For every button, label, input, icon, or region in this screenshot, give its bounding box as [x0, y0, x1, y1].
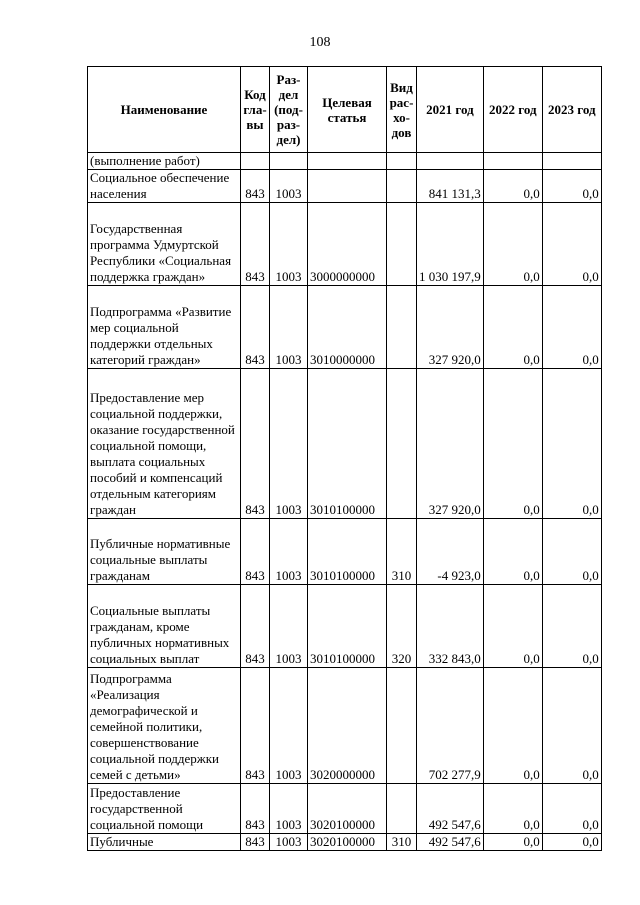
header-kod: Код гла- вы	[241, 67, 270, 153]
cell-2021: 492 547,6	[417, 784, 484, 834]
cell-2021: 327 920,0	[417, 286, 484, 369]
cell-vid	[387, 668, 417, 784]
cell-kod	[241, 153, 270, 170]
cell-vid	[387, 153, 417, 170]
cell-2021: 327 920,0	[417, 369, 484, 519]
cell-2022	[483, 153, 542, 170]
cell-kod: 843	[241, 286, 270, 369]
cell-razdel: 1003	[270, 784, 308, 834]
cell-kod: 843	[241, 784, 270, 834]
header-2022: 2022 год	[483, 67, 542, 153]
cell-2023: 0,0	[542, 784, 601, 834]
cell-name: Публичные нормативные социальные выплаты гражданам	[88, 519, 241, 585]
table-row	[88, 784, 602, 834]
cell-statya: 3020100000	[308, 784, 387, 834]
cell-razdel: 1003	[270, 170, 308, 203]
cell-vid: 310	[387, 834, 417, 851]
cell-statya: 3010000000	[308, 286, 387, 369]
cell-2023: 0,0	[542, 170, 601, 203]
budget-table	[87, 66, 602, 851]
cell-name: Социальные выплаты гражданам, кроме публичных нормативных социальных выплат	[88, 585, 241, 668]
header-razdel: Раз- дел (под- раз- дел)	[270, 67, 308, 153]
cell-2022: 0,0	[483, 369, 542, 519]
cell-kod: 843	[241, 834, 270, 851]
cell-vid	[387, 170, 417, 203]
cell-name: Подпрограмма «Реализация демографической и семейной политики, совершенствование социальной поддержки семей с детьми»	[88, 668, 241, 784]
cell-2023: 0,0	[542, 203, 601, 286]
cell-razdel: 1003	[270, 519, 308, 585]
cell-razdel: 1003	[270, 585, 308, 668]
cell-vid: 310	[387, 519, 417, 585]
cell-razdel: 1003	[270, 668, 308, 784]
cell-statya: 3010100000	[308, 585, 387, 668]
cell-2021: 332 843,0	[417, 585, 484, 668]
header-name: Наименование	[88, 67, 241, 153]
cell-kod: 843	[241, 668, 270, 784]
cell-name: Предоставление государственной социальной помощи	[88, 784, 241, 834]
cell-2023: 0,0	[542, 834, 601, 851]
cell-name: Публичные	[88, 834, 241, 851]
cell-2023	[542, 153, 601, 170]
cell-2022: 0,0	[483, 519, 542, 585]
table-row	[88, 369, 602, 519]
header-2023: 2023 год	[542, 67, 601, 153]
cell-name: Государственная программа Удмуртской Республики «Социальная поддержка граждан»	[88, 203, 241, 286]
cell-2023: 0,0	[542, 585, 601, 668]
cell-name: Предоставление мер социальной поддержки, оказание государственной социальной помощи, выплата социальных пособий и компенсаций отдельным категориям граждан	[88, 369, 241, 519]
cell-vid	[387, 286, 417, 369]
cell-kod: 843	[241, 519, 270, 585]
table-row	[88, 834, 602, 851]
header-statya: Целевая статья	[308, 67, 387, 153]
cell-2022: 0,0	[483, 834, 542, 851]
page-number: 108	[309, 35, 331, 50]
cell-statya	[308, 170, 387, 203]
table-row	[88, 203, 602, 286]
cell-2021: -4 923,0	[417, 519, 484, 585]
cell-name: Подпрограмма «Развитие мер социальной поддержки отдельных категорий граждан»	[88, 286, 241, 369]
header-2021: 2021 год	[417, 67, 484, 153]
cell-statya: 3000000000	[308, 203, 387, 286]
header-row	[88, 67, 602, 153]
cell-name: Социальное обеспечение населения	[88, 170, 241, 203]
cell-statya: 3010100000	[308, 369, 387, 519]
cell-2021: 702 277,9	[417, 668, 484, 784]
table-row	[88, 153, 602, 170]
cell-name: (выполнение работ)	[88, 153, 241, 170]
cell-kod: 843	[241, 170, 270, 203]
cell-2023: 0,0	[542, 519, 601, 585]
header-vid: Вид рас- хо- дов	[387, 67, 417, 153]
cell-2021	[417, 153, 484, 170]
cell-2022: 0,0	[483, 203, 542, 286]
cell-kod: 843	[241, 585, 270, 668]
cell-statya	[308, 153, 387, 170]
cell-razdel	[270, 153, 308, 170]
cell-razdel: 1003	[270, 834, 308, 851]
cell-2022: 0,0	[483, 170, 542, 203]
cell-2023: 0,0	[542, 286, 601, 369]
cell-kod: 843	[241, 203, 270, 286]
cell-2021: 492 547,6	[417, 834, 484, 851]
cell-2023: 0,0	[542, 668, 601, 784]
table-row	[88, 170, 602, 203]
cell-2021: 841 131,3	[417, 170, 484, 203]
table-row	[88, 286, 602, 369]
table-row	[88, 519, 602, 585]
cell-razdel: 1003	[270, 286, 308, 369]
table-row	[88, 668, 602, 784]
table-row	[88, 585, 602, 668]
cell-2023: 0,0	[542, 369, 601, 519]
cell-2022: 0,0	[483, 784, 542, 834]
cell-vid	[387, 784, 417, 834]
cell-vid	[387, 369, 417, 519]
cell-2022: 0,0	[483, 668, 542, 784]
cell-statya: 3010100000	[308, 519, 387, 585]
cell-statya: 3020100000	[308, 834, 387, 851]
cell-2022: 0,0	[483, 286, 542, 369]
cell-kod: 843	[241, 369, 270, 519]
cell-razdel: 1003	[270, 203, 308, 286]
cell-razdel: 1003	[270, 369, 308, 519]
cell-2022: 0,0	[483, 585, 542, 668]
cell-2021: 1 030 197,9	[417, 203, 484, 286]
cell-vid: 320	[387, 585, 417, 668]
cell-vid	[387, 203, 417, 286]
cell-statya: 3020000000	[308, 668, 387, 784]
